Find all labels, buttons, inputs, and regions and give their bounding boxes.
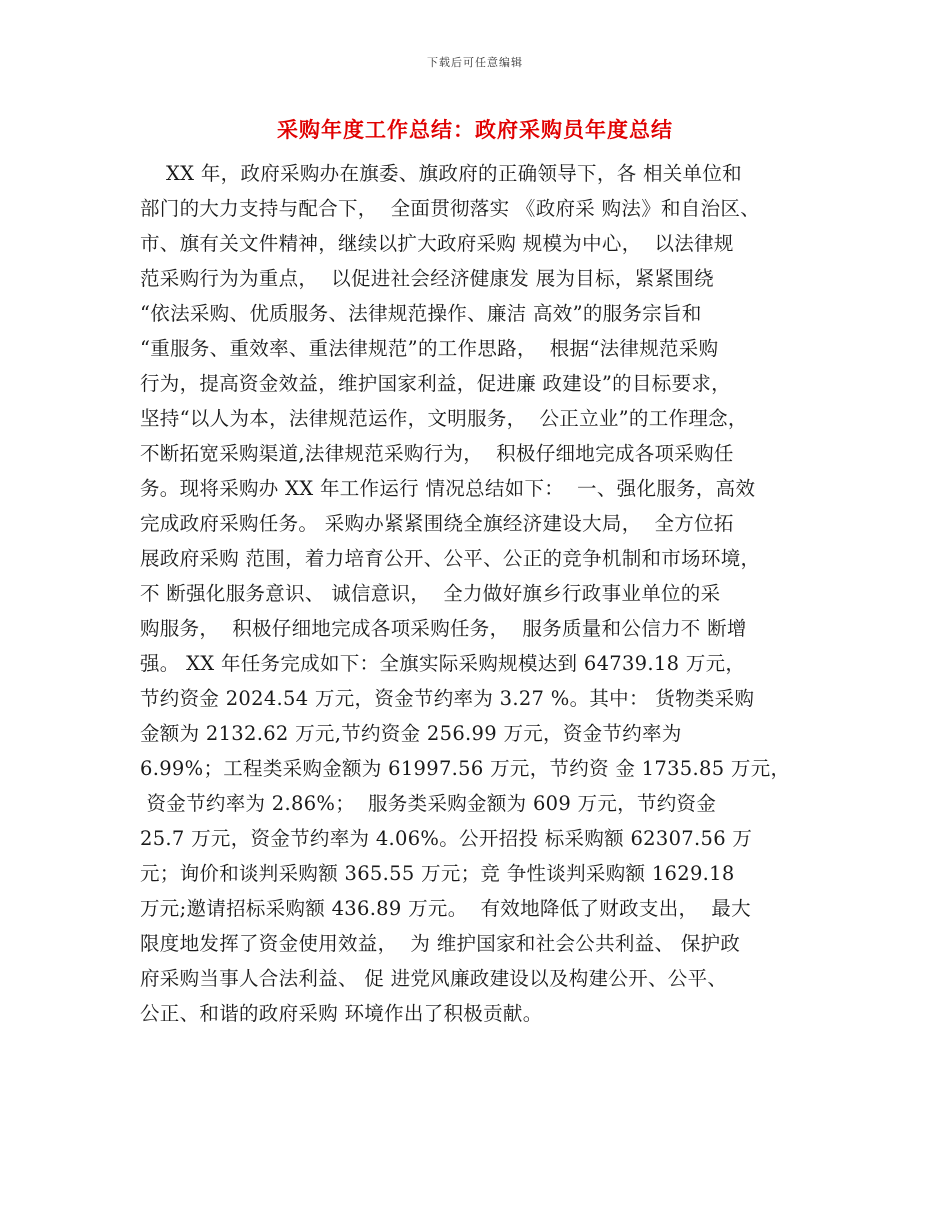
body-line: 展政府采购 范围，着力培育公开、公平、公正的竞争机制和市场环境， (140, 547, 761, 570)
body-paragraph (140, 156, 820, 1031)
body-line: 公正、和谐的政府采购 环境作出了积极贡献。 (140, 1002, 543, 1025)
body-line: 25.7 万元，资金节约率为 4.06%。公开招投 标采购额 62307.56 万 (140, 827, 753, 850)
body-line: “依法采购、优质服务、法律规范操作、廉洁 高效”的服务宗旨和 (140, 302, 702, 325)
header-note: 下载后可任意编辑 (427, 56, 523, 69)
body-line: 府采购当事人合法利益、 促 进党风廉政建设以及构建公开、公平、 (140, 967, 728, 990)
body-line: 资金节约率为 2.86%； 服务类采购金额为 609 万元，节约资金 (140, 792, 717, 815)
body-line: “重服务、重效率、重法律规范”的工作思路， 根据“法律规范采购 (140, 337, 719, 360)
body-line: 不断拓宽采购渠道,法律规范采购行为， 积极仔细地完成各项采购任 (140, 442, 734, 465)
body-line: 节约资金 2024.54 万元，资金节约率为 3.27 %。其中： 货物类采购 (140, 687, 755, 710)
body-line: 坚持“以人为本，法律规范运作，文明服务， 公正立业”的工作理念， (140, 407, 748, 430)
body-line: 务。现将采购办 XX 年工作运行 情况总结如下： 一、强化服务，高效 (140, 477, 756, 500)
body-line: 购服务， 积极仔细地完成各项采购任务， 服务质量和公信力不 断增 (140, 617, 747, 640)
body-line: XX 年，政府采购办在旗委、旗政府的正确领导下，各 相关单位和 (140, 162, 742, 185)
body-line: 6.99%；工程类采购金额为 61997.56 万元，节约资 金 1735.85 万元， (140, 757, 791, 780)
body-line: 元；询价和谈判采购额 365.55 万元；竞 争性谈判采购额 1629.18 (140, 862, 735, 885)
body-line: 不 断强化服务意识、 诚信意识， 全力做好旗乡行政事业单位的采 (140, 582, 721, 605)
body-line: 部门的大力支持与配合下， 全面贯彻落实 《政府采 购法》和自治区、 (140, 197, 760, 220)
body-line: 范采购行为为重点， 以促进社会经济健康发 展为目标，紧紧围绕 (140, 267, 714, 290)
body-line: 行为，提高资金效益，维护国家利益，促进廉 政建设”的目标要求， (140, 372, 731, 395)
body-line: 金额为 2132.62 万元,节约资金 256.99 万元，资金节约率为 (140, 722, 682, 745)
body-line: 强。 XX 年任务完成如下：全旗实际采购规模达到 64739.18 万元， (140, 652, 746, 675)
body-line: 完成政府采购任务。 采购办紧紧围绕全旗经济建设大局， 全方位拓 (140, 512, 734, 535)
body-line: 限度地发挥了资金使用效益， 为 维护国家和社会公共利益、 保护政 (140, 932, 741, 955)
document-title: 采购年度工作总结：政府采购员年度总结 (277, 118, 673, 142)
body-line: 万元;邀请招标采购额 436.89 万元。 有效地降低了财政支出， 最大 (140, 897, 751, 920)
body-line: 市、旗有关文件精神，继续以扩大政府采购 规模为中心， 以法律规 (140, 232, 734, 255)
